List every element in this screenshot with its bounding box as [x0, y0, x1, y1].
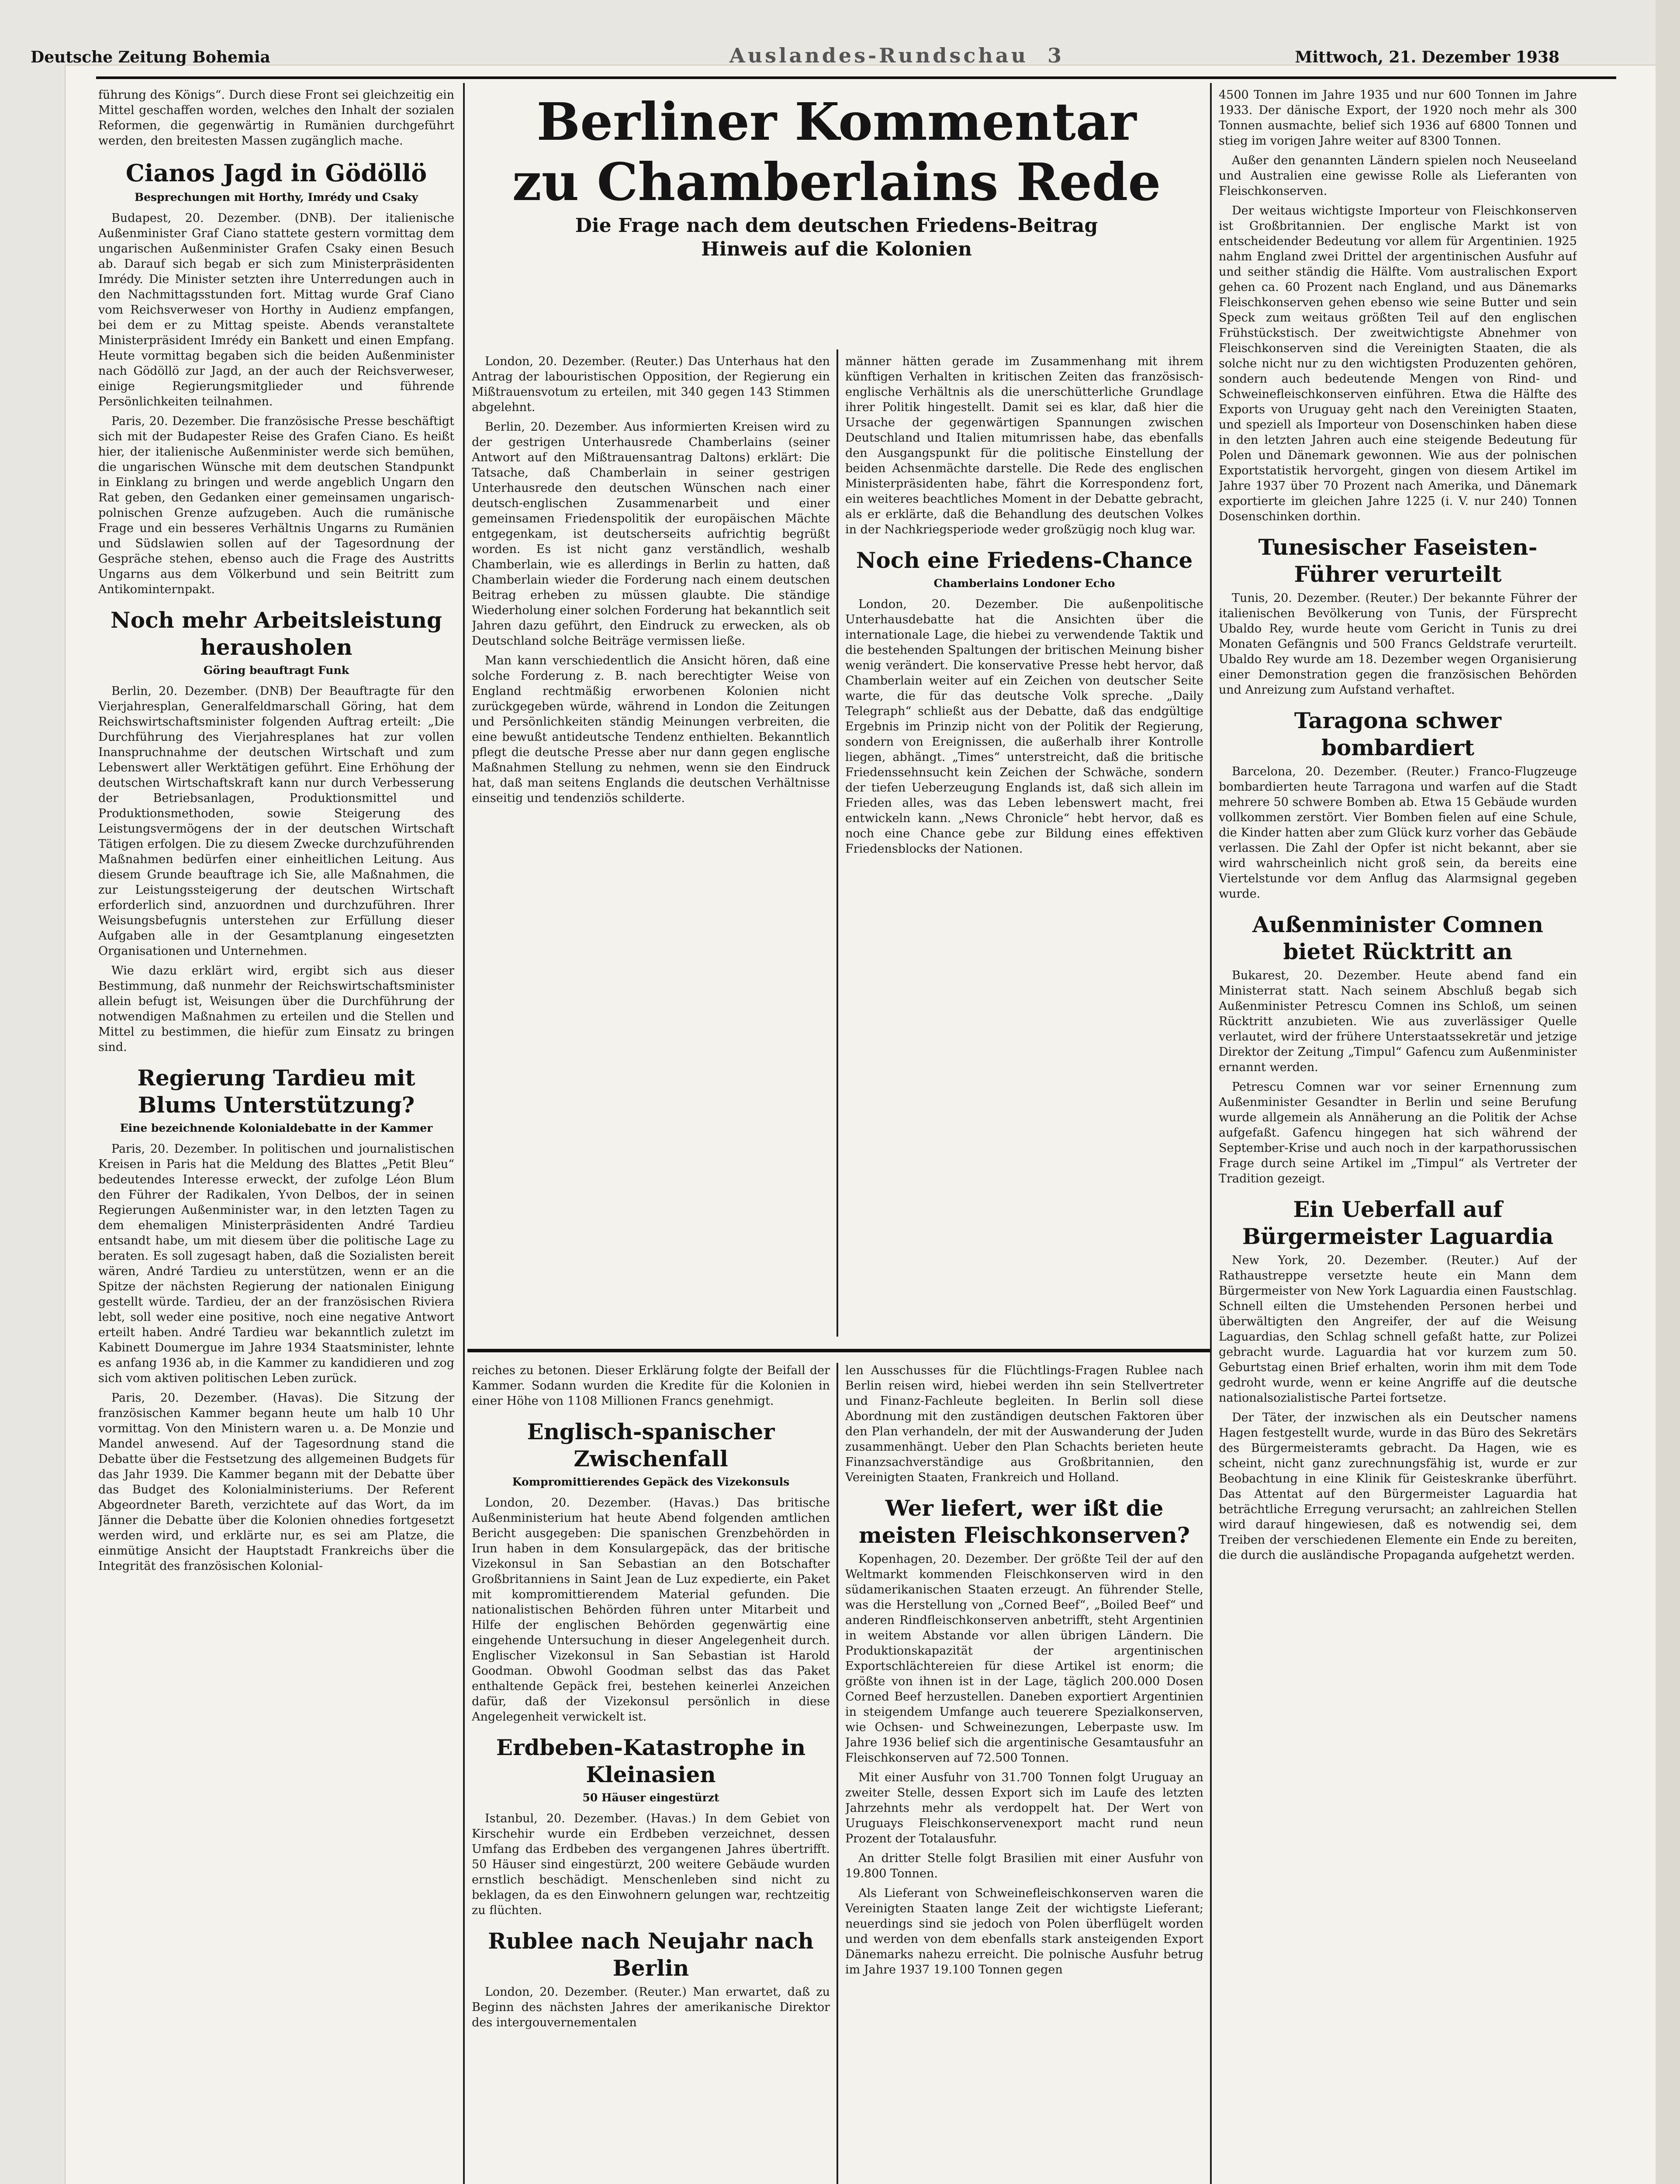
paragraph: Berlin, 20. Dezember. Aus informierten Kreisen wird zu der gestrigen Unterhausrede Chamberlains (seiner Antwort auf den Mißtrauensantrag Daltons) erklärt: Die Tatsache, daß Chamberlain in seiner gestrigen Unterhausrede den deutschen Wünschen nach einer deutsch-englischen Zusammenarbeit und einer gemeinsamen Friedenspolitik der europäischen Mächte entgegenkam, ist deutscherseits aufrichtig begrüßt worden. Es ist nicht ganz verständlich, weshalb Chamberlain, wie es allerdings in Berlin zu hatten, daß Chamberlain wieder die Forderung nach einem deutschen Beitrag erheben zu müssen glaubte. Die ständige Wiederholung einer solchen Forderung hat bekanntlich seit Jahren dazu geführt, den Eindruck zu erwecken, als ob Deutschland solche Beiträge vermissen ließe.	[472, 420, 830, 648]
headline-taragona: Taragona schwer bombardiert	[1294, 708, 1502, 760]
paragraph: len Ausschusses für die Flüchtlings-Fragen Rublee nach Berlin reisen wird, hiebei werden ihn sein Stellvertreter und Finanz-Fachleute begleiten. In Berlin soll diese Abordnung mit den zuständigen deutschen Faktoren über den Plan verhandeln, der mit der Auswanderung der Juden zusammenhängt. Ueber den Plan Schachts berieten heute Finanzsachverständige aus Großbritannien, den Vereinigten Staaten, Frankreich und Holland.	[845, 1364, 1203, 1484]
headline-tunesischer: Tunesischer Faseisten-Führer verurteilt	[1258, 534, 1538, 587]
paragraph: Barcelona, 20. Dezember. (Reuter.) Franco-Flugzeuge bombardierten heute Tarragona und warfen auf die Stadt mehrere 50 schwere Bomben ab. Etwa 15 Gebäude wurden vollkommen zerstört. Vier Bomben fielen auf eine Schule, die Kinder hatten aber zum Glück kurz vorher das Gebäude verlassen. Die Zahl der Opfer ist nicht bekannt, aber sie wird wahrscheinlich nicht groß sein, da bereits eine Viertelstunde vor dem Anflug das Alarmsignal gegeben wurde.	[1219, 765, 1577, 901]
paragraph: Paris, 20. Dezember. (Havas). Die Sitzung der französischen Kammer begann heute um halb 10 Uhr vormittag. Von den Ministern waren u. a. De Monzie und Mandel anwesend. Auf der Tagesordnung stand die Debatte über die Festsetzung des allgemeinen Budgets für das Jahr 1939. Die Kammer begann mit der Debatte über das Budget des Kolonialministeriums. Der Referent Abgeordneter Bareth, verzichtete auf das Wort, da im Jänner die Debatte über die Kolonien ohnedies fortgesetzt werden wird, und erklärte nur, es sei am Platze, die einmütige Ansicht der Hauptstadt Frankreichs über die Integrität des französischen Kolonial-	[98, 1391, 454, 1573]
subhead-londoner-echo: Chamberlains Londoner Echo	[933, 577, 1115, 590]
paragraph: Der Täter, der inzwischen als ein Deutscher namens Hagen festgestellt wurde, wurde in das Büro des Sekretärs des Bürgermeisteramts gebracht. Da Hagen, wie es scheint, nicht ganz zurechnungsfähig ist, wurde er zur Beobachtung in eine Klinik für Geisteskranke überführt. Das Attentat auf den Bürgermeister Laguardia hat beträchtliche Erregung verursacht; an zahlreichen Stellen wird darauf hingewiesen, daß es notwendig sei, dem Treiben der verschiedenen Elemente ein Ende zu bereiten, die durch die ausländische Propaganda aufgehetzt werden.	[1219, 1411, 1577, 1562]
column-rule-3	[1210, 83, 1212, 2184]
header-rule	[96, 76, 1616, 79]
subhead-vizekonsul: Kompromittierendes Gepäck des Vizekonsuls	[512, 1476, 790, 1488]
page-header	[31, 44, 1559, 74]
paragraph: London, 20. Dezember. (Reuter.) Man erwartet, daß zu Beginn des nächsten Jahres der amerikanische Direktor des intergouvernementalen	[472, 1985, 830, 2029]
feature-headline	[467, 92, 1206, 212]
paragraph: Außer den genannten Ländern spielen noch Neuseeland und Australien eine gewisse Rolle als Lieferanten von Fleischkonserven.	[1219, 154, 1577, 198]
subhead-haeuser: 50 Häuser eingestürzt	[582, 1791, 719, 1804]
headline-cianos-jagd: Cianos Jagd in Gödöllö	[125, 159, 427, 187]
paragraph: reiches zu betonen. Dieser Erklärung folgte der Beifall der Kammer. Sodann wurden die Kredite für die Kolonien in einer Höhe von 1108 Millionen Francs genehmigt.	[472, 1364, 830, 1408]
scan-margin	[1656, 0, 1680, 2184]
paragraph: Paris, 20. Dezember. In politischen und journalistischen Kreisen in Paris hat die Meldung des Blattes „Petit Bleu“ bedeutendes Interesse erweckt, der zufolge Léon Blum den Führer der Radikalen, Yvon Delbos, der in seinen Regierungen Außenminister war, in den letzten Tagen zu dem ehemaligen Ministerpräsidenten André Tardieu entsandt habe, um mit diesem über die politische Lage zu beraten. Es soll zugesagt haben, daß die Sozialisten bereit wären, André Tardieu zu unterstützen, wenn er an die Spitze der nächsten Regierung der nationalen Einigung gestellt würde. Tardieu, der an der französischen Riviera lebt, soll weder eine positive, noch eine negative Antwort erteilt haben. André Tardieu war bekanntlich zuletzt im Kabinett Doumergue im Jahre 1934 Staatsminister, lehnte es anfang 1936 ab, in die Kammer zu kandidieren und zog sich vom aktiven politischen Leben zurück.	[98, 1142, 454, 1385]
feature-subheadline	[467, 214, 1206, 261]
headline-friedens-chance: Noch eine Friedens-Chance	[856, 547, 1193, 573]
column-3-lower	[845, 1363, 1203, 2184]
paragraph: Bukarest, 20. Dezember. Heute abend fand ein Ministerrat statt. Nach seinem Abschluß begab sich Außenminister Petrescu Comnen ins Schloß, um seinen Rücktritt anzubieten. Wie aus zuverlässiger Quelle verlautet, wird der frühere Unterstaatssekretär und jetzige Direktor der Zeitung „Timpul“ Gafencu zum Außenminister ernannt werden.	[1219, 969, 1577, 1074]
paragraph: Tunis, 20. Dezember. (Reuter.) Der bekannte Führer der italienischen Bevölkerung von Tunis, der Fürsprecht Ubaldo Rey, wurde heute vom Gericht in Tunis zu drei Monaten Gefängnis und 500 Francs Geldstrafe verurteilt. Ubaldo Rey wurde am 18. Dezember wegen Organisierung einer Demonstration gegen die französischen Behörden und Anreizung zum Aufstand verhaftet.	[1219, 591, 1577, 697]
section-divider	[467, 1349, 1210, 1352]
headline-fleischkonserven: Wer liefert, wer ißt die meisten Fleischkonserven?	[859, 1495, 1190, 1548]
column-rule-2-lower	[837, 1363, 838, 2184]
headline-rublee: Rublee nach Neujahr nach Berlin	[488, 1928, 814, 1981]
paragraph: Paris, 20. Dezember. Die französische Presse beschäftigt sich mit der Budapester Reise des Grafen Ciano. Es heißt hier, der italienische Außenminister werde sich bemühen, die ungarischen Wünsche mit dem deutschen Standpunkt in Einklang zu bringen und werde angeblich Ungarn den Rat geben, den Gedanken einer gemeinsamen ungarisch-polnischen Grenze aufzugeben. Auch die rumänische Frage und ein besseres Verhältnis Ungarns zu Rumänien und Südslawien sollen auf der Tagesordnung der Gespräche stehen, ebenso auch die Frage des Austritts Ungarns aus dem Völkerbund und sein Beitritt zum Antikominternpakt.	[98, 415, 454, 596]
paragraph: Als Lieferant von Schweinefleischkonserven waren die Vereinigten Staaten lange Zeit der wichtigste Lieferant; neuerdings sind sie jedoch von Polen überflügelt worden und werden von dem ebenfalls stark ansteigenden Export Dänemarks nahezu erreicht. Die polnische Ausfuhr betrug im Jahre 1937 19.100 Tonnen gegen	[845, 1887, 1203, 1977]
paragraph: Der weitaus wichtigste Importeur von Fleischkonserven ist Großbritannien. Der englische Markt ist von entscheidender Bedeutung vor allem für Argentinien. 1925 nahm England zwei Drittel der argentinischen Ausfuhr auf und seither ständig die Hälfte. Vom australischen Export gehen ca. 60 Prozent nach England, und aus Dänemarks Fleischkonserven gehen ebenso wie seine Butter und sein Speck zum weitaus größten Teil auf den englischen Frühstückstisch. Der zweitwichtigste Abnehmer von Fleischkonserven sind die Vereinigten Staaten, die als solche nicht nur zu den wichtigsten Produzenten gehören, sondern auch bedeutende Mengen von Rind- und Schweinefleischkonserven einführen. Etwa die Hälfte des Exports von Uruguay geht nach den Vereinigten Staaten, und speziell als Importeur von Dosenschinken haben diese in den letzten Jahren auch eine steigende Bedeutung für Polen und Dänemark gewonnen. Wie aus der polnischen Exportstatistik hervorgeht, gingen von diesem Artikel im Jahre 1937 über 70 Prozent nach Amerika, und Dänemark exportierte im gleichen Jahre 1225 (i. V. nur 240) Tonnen Dosenschinken dorthin.	[1219, 204, 1577, 523]
subhead-goering: Göring beauftragt Funk	[203, 664, 349, 677]
header-section: Auslandes-Rundschau 3	[729, 44, 1065, 67]
paragraph: Istanbul, 20. Dezember. (Havas.) In dem Gebiet von Kirschehir wurde ein Erdbeben verzeichnet, dessen Umfang das Erdbeben des vergangenen Jahres übertrifft. 50 Häuser sind eingestürzt, 200 weitere Gebäude wurden ernstlich beschädigt. Menschenleben sind nicht zu beklagen, da es den Einwohnern gelungen war, rechtzeitig zu flüchten.	[472, 1812, 830, 1917]
paragraph: London, 20. Dezember. Die außenpolitische Unterhausdebatte hat die Ansichten über die internationale Lage, die hiebei zu verwendende Taktik und die bestehenden Spaltungen der britischen Meinung bisher wenig verändert. Die konservative Presse hebt hervor, daß Chamberlain weiter auf ein Zeichen von deutscher Seite warte, die für das deutsche Volk spreche. „Daily Telegraph“ schließt aus der Debatte, daß das endgültige Ergebnis im Prinzip nicht von der Politik der Regierung, sondern von Ereignissen, die außerhalb ihrer Kontrolle liegen, abhängt. „Times“ unterstreicht, daß die britische Friedenssehnsucht kein Zeichen der Schwäche, sondern der tiefen Ueberzeugung Englands ist, daß sich allein im Frieden alles, was das Leben lebenswert macht, frei entwickeln kann. „News Chronicle“ hebt hervor, daß es noch eine Chance gebe zur Bildung eines effektiven Friedensblocks der Nationen.	[845, 598, 1203, 856]
column-rule-2-upper	[837, 349, 838, 1337]
column-rule-1	[463, 83, 465, 2184]
feature-subheadline-line-2: Hinweis auf die Kolonien	[701, 238, 972, 260]
paragraph: Budapest, 20. Dezember. (DNB). Der italienische Außenminister Graf Ciano stattete gestern vormittag dem ungarischen Außenminister Grafen Csaky einen Besuch ab. Darauf sich begab er sich zum Ministerpräsidenten Imrédy. Die Minister setzten ihre Unterredungen auch in den Nachmittagsstunden fort. Mittag wurde Graf Ciano vom Reichsverweser von Horthy in Audienz empfangen, bei dem er zu Mittag speiste. Abends veranstaltete Ministerpräsident Imrédy ein Bankett und einen Empfang. Heute vormittag begaben sich die beiden Außenminister nach Gödöllö zur Jagd, an der auch der Reichsverweser, einige Regierungsmitglieder und führende Persönlichkeiten teilnahmen.	[98, 211, 454, 408]
column-2-upper	[472, 354, 830, 1341]
paragraph: Man kann verschiedentlich die Ansicht hören, daß eine solche Forderung z. B. nach berechtigter Weise von England rechtmäßig erworbenen Kolonien nicht zurückgegeben würde, während in London die Zeitungen und Persönlichkeiten ständig Meinungen verbreiten, die eine bewußt antideutsche Tendenz enthielten. Bekanntlich pflegt die deutsche Presse aber nur dann gegen englische Maßnahmen Stellung zu nehmen, wenn sie den Eindruck hat, daß man seitens Englands die deutschen Verhältnisse einseitig und tendenziös schilderte.	[472, 654, 830, 805]
feature-headline-line-2: zu Chamberlains Rede	[512, 152, 1161, 212]
column-3-upper	[845, 354, 1203, 1341]
paragraph: London, 20. Dezember. (Reuter.) Das Unterhaus hat den Antrag der labouristischen Opposition, der Regierung ein Mißtrauensvotum zu erteilen, mit 340 gegen 143 Stimmen abgelehnt.	[472, 355, 830, 414]
headline-laguardia: Ein Ueberfall auf Bürgermeister Laguardia	[1242, 1196, 1554, 1249]
paragraph: An dritter Stelle folgt Brasilien mit einer Ausfuhr von 19.800 Tonnen.	[845, 1852, 1203, 1880]
headline-tardieu: Regierung Tardieu mit Blums Unterstützung?	[137, 1065, 415, 1118]
header-publication: Deutsche Zeitung Bohemia	[31, 48, 270, 66]
paragraph: männer hätten gerade im Zusammenhang mit ihrem künftigen Verhalten in kritischen Zeiten das französisch-englische Verhältnis als die unerschütterliche Grundlage ihrer Politik hingestellt. Damit sei es klar, daß hier die Ursache der gegenwärtigen Spannungen zwischen Deutschland und Italien mitumrissen habe, das ebenfalls den Ausgangspunkt für die politische Einstellung der beiden Achsenmächte darstelle. Die Rede des englischen Ministerpräsidenten habe, fährt die Korrespondenz fort, ein weiteres beachtliches Moment in der Debatte gebracht, als er erklärte, daß die Behandlung des deutschen Volkes in der Nachkriegsperiode weder großzügig noch klug war.	[845, 355, 1203, 536]
paragraph: Berlin, 20. Dezember. (DNB) Der Beauftragte für den Vierjahresplan, Generalfeldmarschall Göring, hat dem Reichswirtschaftsminister folgenden Auftrag erteilt: „Die Durchführung des Vierjahresplanes hat zur vollen Inanspruchnahme der deutschen Wirtschaft und zum Lebenswert aller Werktätigen geführt. Eine Erhöhung der deutschen Wirtschaftskraft kann nur durch Verbesserung der Betriebsanlagen, Produktionsmittel und Produktionsmethoden, sowie Steigerung des Leistungsvermögens der in der deutschen Wirtschaft Tätigen erfolgen. Die zu diesem Zwecke durchzuführenden Maßnahmen bedürfen einer einheitlichen Leitung. Aus diesem Grunde beauftrage ich Sie, alle Maßnahmen, die zur Leistungssteigerung der deutschen Wirtschaft erforderlich sind, anzuordnen und durchzuführen. Ihrer Weisungsbefugnis unterstehen zur Erfüllung dieser Aufgaben alle in der Gesamtplanung eingesetzten Organisationen und Unternehmen.	[98, 684, 454, 958]
article-continuation: führung des Königs“. Durch diese Front sei gleichzeitig ein Mittel geschaffen worden, welches den Inhalt der sozialen Reformen, die gegenwärtig in Rumänien durchgeführt werden, den breitesten Massen zugänglich mache.	[98, 88, 454, 148]
page-number: 3	[1047, 44, 1065, 67]
subhead-kolonialdebatte: Eine bezeichnende Kolonialdebatte in der Kammer	[120, 1122, 433, 1134]
paragraph: 4500 Tonnen im Jahre 1935 und nur 600 Tonnen im Jahre 1933. Der dänische Export, der 1920 noch mehr als 300 Tonnen ausmachte, belief sich 1936 auf 6800 Tonnen und stieg im vorigen Jahre weiter auf 8300 Tonnen.	[1219, 88, 1577, 148]
column-1	[98, 87, 454, 2184]
column-4	[1219, 87, 1577, 2184]
headline-erdbeben: Erdbeben-Katastrophe in Kleinasien	[496, 1735, 806, 1787]
paragraph: New York, 20. Dezember. (Reuter.) Auf der Rathaustreppe versetzte heute ein Mann dem Bürgermeister von New York Laguardia einen Faustschlag. Schnell eilten die Umstehenden Personen herbei und überwältigten den Angreifer, der auf die Weisung Laguardias, den Schlag schnell gefaßt hatte, zur Polizei gebracht wurde. Laguardia hat vor kurzem zum 50. Geburtstag einen Brief erhalten, worin ihm mit dem Tode gedroht wurde, wenn er keine Angriffe auf die deutsche nationalsozialistische Partei fortsetze.	[1219, 1254, 1577, 1405]
header-date: Mittwoch, 21. Dezember 1938	[1295, 48, 1559, 66]
paragraph: Mit einer Ausfuhr von 31.700 Tonnen folgt Uruguay an zweiter Stelle, dessen Export sich im Laufe des letzten Jahrzehnts mehr als verdoppelt hat. Der Wert von Uruguays Fleischkonservenexport macht rund neun Prozent der Totalausfuhr.	[845, 1771, 1203, 1845]
paragraph: Wie dazu erklärt wird, ergibt sich aus dieser Bestimmung, daß nunmehr der Reichswirtschaftsminister allein befugt ist, Weisungen über die Durchführung der notwendigen Maßnahmen zu erteilen und die Stellen und Mittel zu bestimmen, die hiefür zum Einsatz zu bringen sind.	[98, 964, 454, 1054]
paragraph: Petrescu Comnen war vor seiner Ernennung zum Außenminister Gesandter in Berlin und seine Berufung wurde allgemein als Annäherung an die Politik der Achse aufgefaßt. Gafencu hingegen hat sich während der September-Krise und auch noch in der karpathorussischen Frage durch seine Artikel im „Timpul“ als Vertreter der Tradition gezeigt.	[1219, 1080, 1577, 1185]
paragraph: London, 20. Dezember. (Havas.) Das britische Außenministerium hat heute Abend folgenden amtlichen Bericht ausgegeben: Die spanischen Grenzbehörden in Irun haben in dem Konsulargepäck, das der britische Vizekonsul in San Sebastian an den Botschafter Großbritanniens in Saint Jean de Luz expedierte, ein Paket mit kompromittierendem Material gefunden. Die nationalistischen Behörden führen unter Mitarbeit und Hilfe der englischen Behörden gegenwärtig eine eingehende Untersuchung in dieser Angelegenheit durch. Englischer Vizekonsul in San Sebastian ist Harold Goodman. Obwohl Goodman selbst das das Paket enthaltende Gepäck frei, bestehen keinerlei Anzeichen dafür, daß der Vizekonsul persönlich in diese Angelegenheit verwickelt ist.	[472, 1496, 830, 1724]
subhead-besprechungen: Besprechungen mit Horthy, Imrédy und Csaky	[134, 191, 418, 204]
feature-headline-line-1: Berliner Kommentar	[536, 91, 1137, 152]
feature-subheadline-line-1: Die Frage nach dem deutschen Friedens-Beitrag	[575, 214, 1098, 237]
paragraph: Kopenhagen, 20. Dezember. Der größte Teil der auf den Weltmarkt kommenden Fleischkonserven wird in den südamerikanischen Staaten erzeugt. An führender Stelle, was die Herstellung von „Corned Beef“, „Boiled Beef“ und anderen Rindfleischkonserven anbetrifft, steht Argentinien in weitem Abstande vor allen übrigen Ländern. Die Produktionskapazität der argentinischen Exportschlächtereien für diese Artikel ist enorm; die größte von ihnen ist in der Lage, täglich 200.000 Dosen Corned Beef herzustellen. Daneben exportiert Argentinien in steigendem Umfange auch teuerere Spezialkonserven, wie Ochsen- und Schweinezungen, Leberpaste usw. Im Jahre 1936 belief sich die argentinische Gesamtausfuhr an Fleischkonserven auf 72.500 Tonnen.	[845, 1552, 1203, 1765]
headline-arbeitsleistung: Noch mehr Arbeitsleistung herausholen	[111, 607, 442, 660]
headline-comnen: Außenminister Comnen bietet Rücktritt an	[1252, 912, 1543, 964]
column-2-lower	[472, 1363, 830, 2184]
headline-englisch-spanisch: Englisch-spanischer Zwischenfall	[527, 1419, 775, 1472]
